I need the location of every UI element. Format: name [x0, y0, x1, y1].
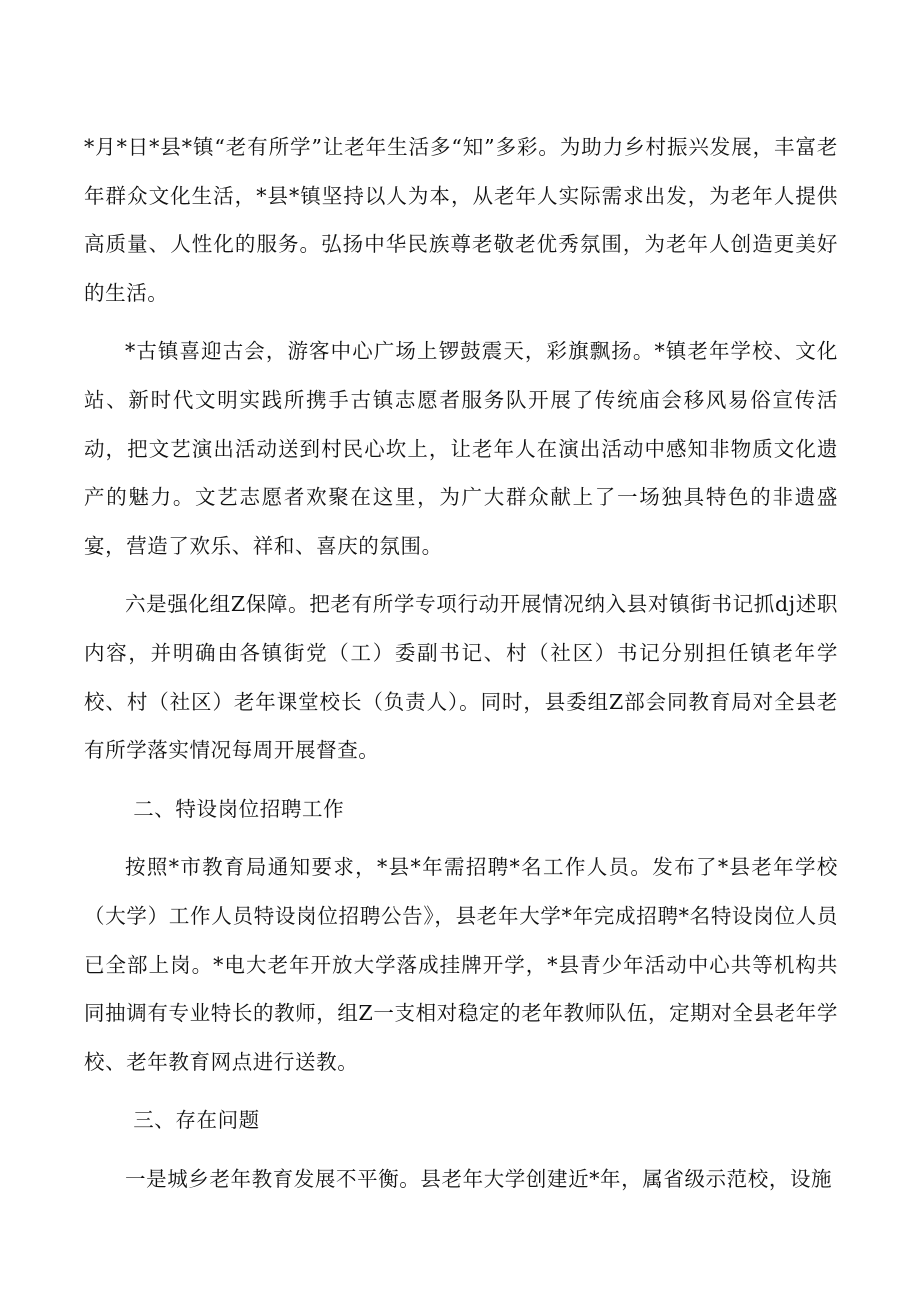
paragraph-intro: *月*日*县*镇“老有所学”让老年生活多“知”多彩。为助力乡村振兴发展，丰富老年群众文化生活，*县*镇坚持以人为本，从老年人实际需求出发，为老年人提供高质量、人性化的服务。弘扬中华民族尊老敬老优秀氛围，为老年人创造更美好的生活。: [84, 135, 838, 305]
paragraph-recruitment: 按照*市教育局通知要求，*县*年需招聘*名工作人员。发布了*县老年学校（大学）工作人员特设岗位招聘公告》，县老年大学*年完成招聘*名特设岗位人员已全部上岗。*电大老年开放大学落成挂牌开学，*县青少年活动中心共等机构共同抽调有专业特长的教师，组Z一支相对稳定的老年教师队伍，定期对全县老年学校、老年教育网点进行送教。: [84, 855, 838, 1074]
paragraph-temple-fair: *古镇喜迎古会，游客中心广场上锣鼓震天，彩旗飘扬。*镇老年学校、文化站、新时代文明实践所携手古镇志愿者服务队开展了传统庙会移风易俗宣传活动，把文艺演出活动送到村民心坎上，让老年人在演出活动中感知非物质文化遗产的魅力。文艺志愿者欢聚在这里，为广大群众献上了一场独具特色的非遗盛宴，营造了欢乐、祥和、喜庆的氛围。: [84, 339, 838, 558]
section-heading-problems: 三、存在问题: [133, 1108, 260, 1133]
paragraph-problems: 一是城乡老年教育发展不平衡。县老年大学创建近*年，属省级示范校，设施: [125, 1166, 833, 1191]
section-heading-recruitment: 二、特设岗位招聘工作: [133, 796, 345, 821]
paragraph-organization-guarantee: 六是强化组Z保障。把老有所学专项行动开展情况纳入县对镇街书记抓dj述职内容，并明确由各镇街党（工）委副书记、村（社区）书记分别担任镇老年学校、村（社区）老年课堂校长（负责人）。同时，县委组Z部会同教育局对全县老有所学落实情况每周开展督查。: [84, 592, 838, 763]
document-body: [84, 123, 838, 1203]
